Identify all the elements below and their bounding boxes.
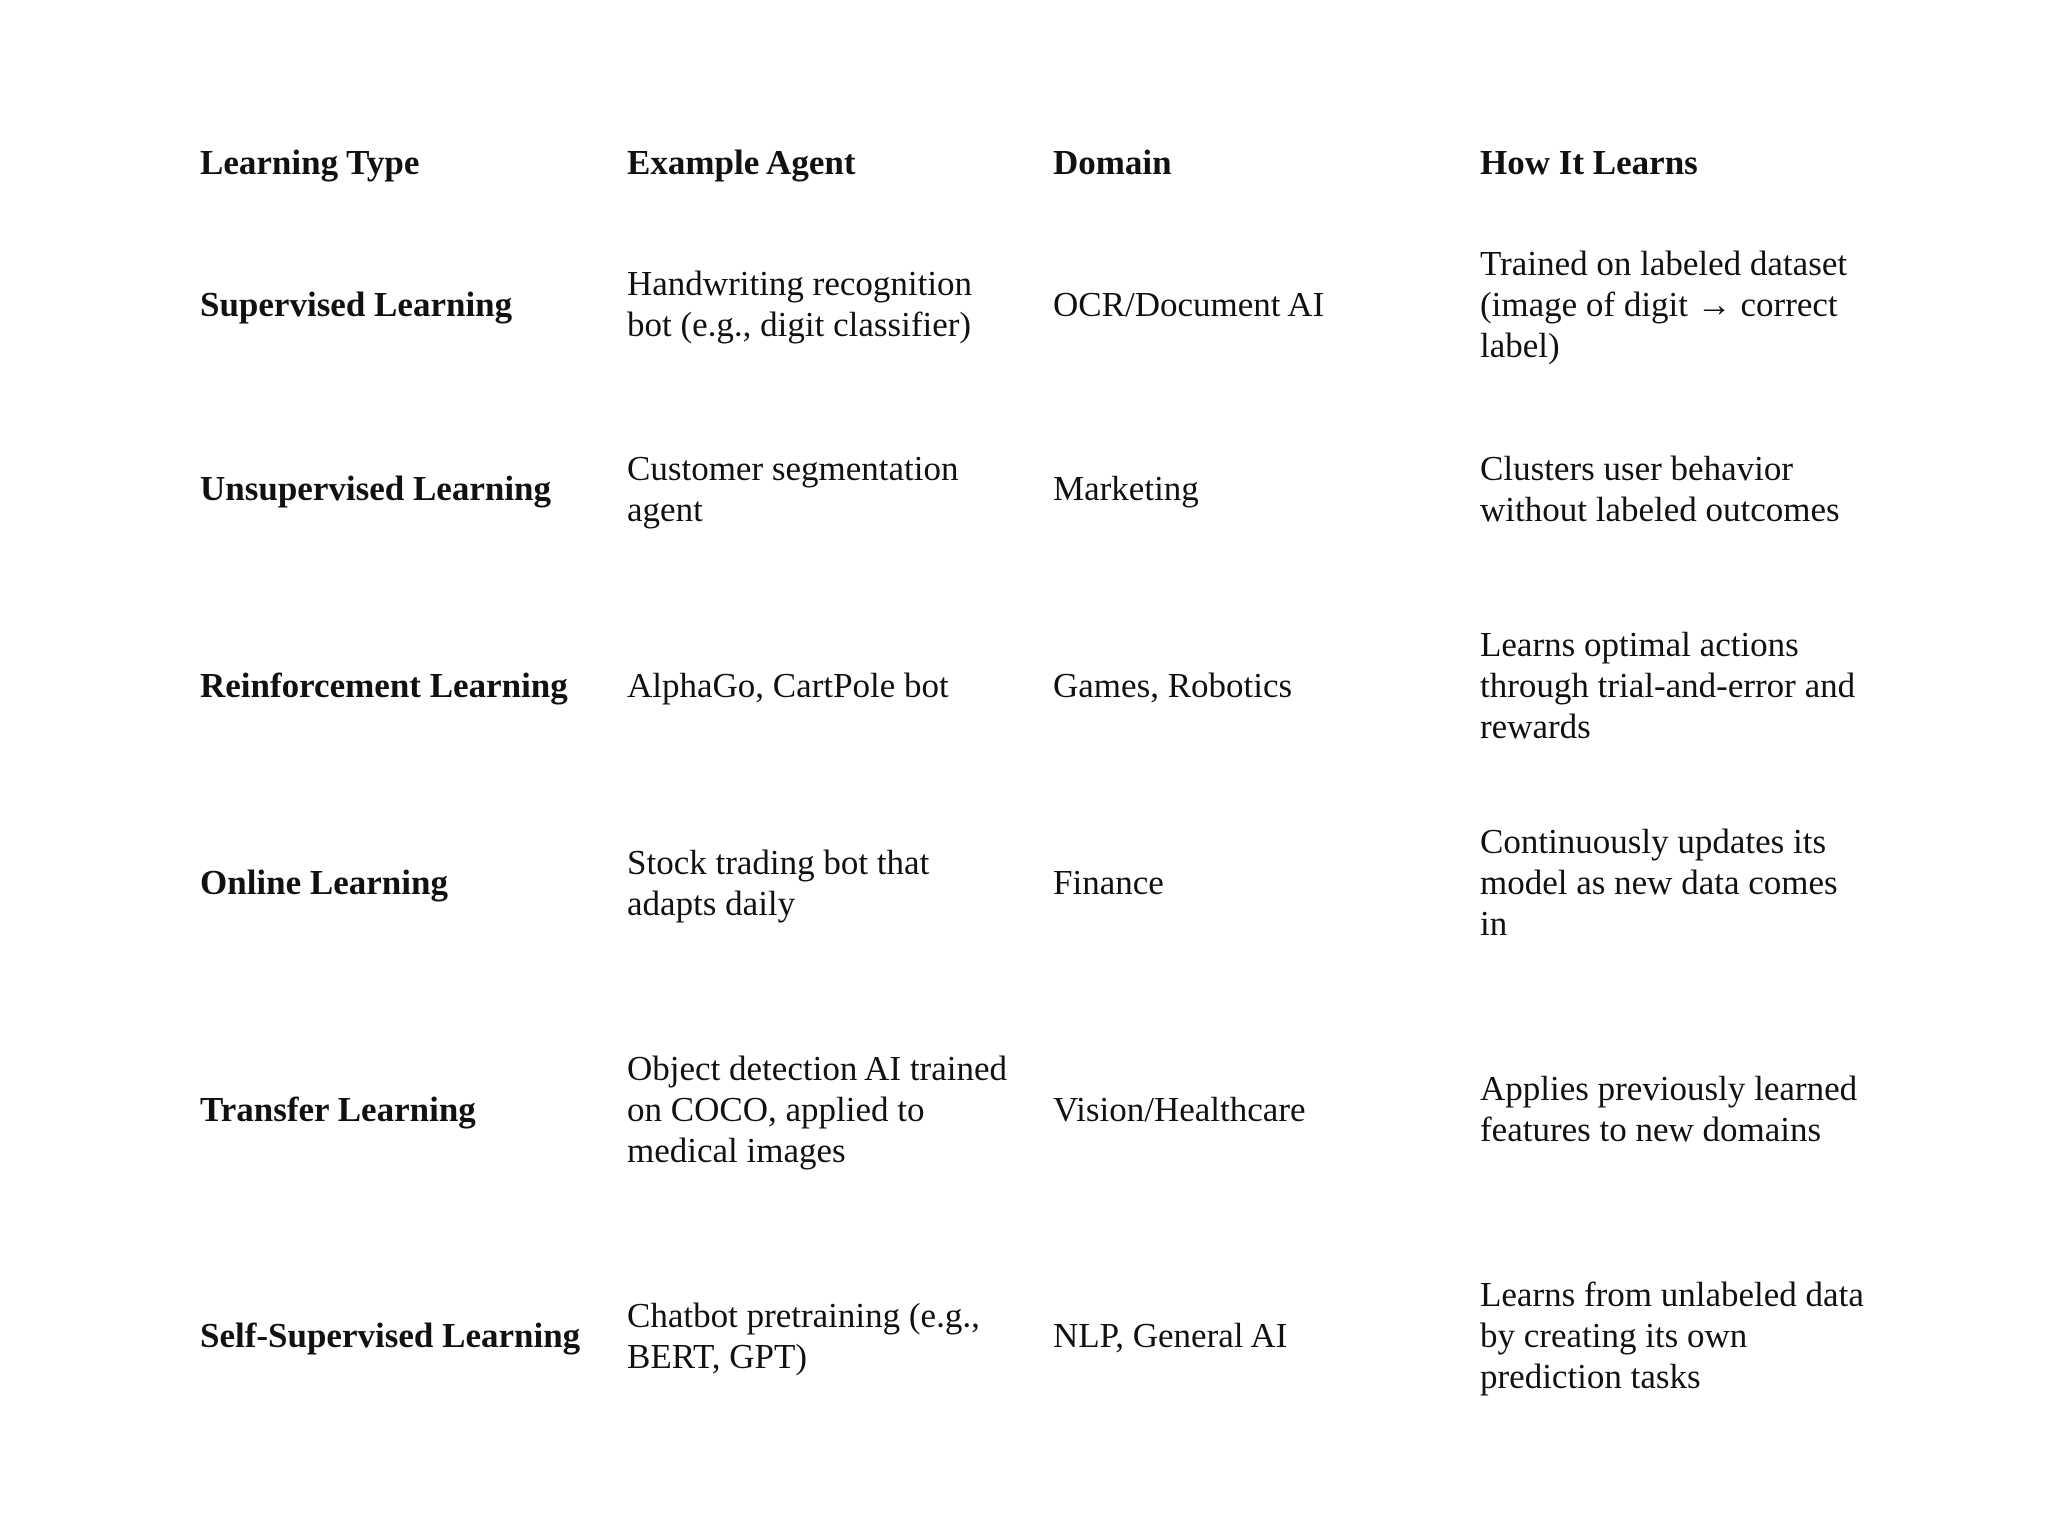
learning-types-table [200, 110, 1900, 1434]
cell-learning-type: Self-Supervised Learning [200, 1316, 581, 1355]
header-how-it-learns: How It Learns [1480, 143, 1698, 182]
cell-example-agent: Object detection AI trained on COCO, applied to medical images [627, 1048, 1007, 1170]
table-row [200, 784, 1900, 981]
cell-learning-type: Unsupervised Learning [200, 469, 552, 508]
cell-example-agent: Handwriting recognition bot (e.g., digit classifier) [627, 264, 973, 344]
table-header [200, 110, 1900, 218]
table-row [200, 218, 1900, 390]
header-example-agent: Example Agent [627, 143, 856, 182]
cell-example-agent: Chatbot pretraining (e.g., BERT, GPT) [627, 1295, 980, 1376]
cell-domain: OCR/Document AI [1053, 284, 1325, 324]
cell-learning-type: Reinforcement Learning [200, 666, 568, 705]
cell-how-it-learns: Continuously updates its model as new data comes in [1480, 822, 1838, 943]
header-domain: Domain [1053, 143, 1172, 182]
table-row [200, 390, 1900, 587]
cell-domain: Marketing [1053, 469, 1199, 508]
cell-example-agent: Stock trading bot that adapts daily [627, 842, 930, 923]
cell-learning-type: Online Learning [200, 863, 448, 902]
cell-example-agent: AlphaGo, CartPole bot [627, 666, 949, 705]
cell-how-it-learns: Learns optimal actions through trial-and-error and rewards [1480, 625, 1856, 746]
header-row [200, 110, 1900, 218]
cell-domain: Vision/Healthcare [1053, 1089, 1306, 1129]
table-row [200, 1237, 1900, 1434]
cell-example-agent: Customer segmentation agent [627, 448, 959, 529]
cell-how-it-learns: Learns from unlabeled data by creating its own prediction tasks [1480, 1275, 1864, 1396]
cell-domain: Games, Robotics [1053, 666, 1293, 705]
cell-learning-type: Supervised Learning [200, 284, 513, 324]
cell-how-it-learns: Trained on labeled dataset (image of digit → correct label) [1480, 243, 1848, 365]
table-row [200, 981, 1900, 1237]
cell-how-it-learns: Applies previously learned features to new domains [1480, 1069, 1858, 1149]
cell-domain: Finance [1053, 863, 1164, 902]
cell-learning-type: Transfer Learning [200, 1089, 476, 1129]
cell-domain: NLP, General AI [1053, 1316, 1288, 1355]
table-body [200, 218, 1900, 1434]
cell-how-it-learns: Clusters user behavior without labeled outcomes [1480, 448, 1840, 529]
table-row [200, 587, 1900, 784]
header-learning-type: Learning Type [200, 143, 420, 182]
